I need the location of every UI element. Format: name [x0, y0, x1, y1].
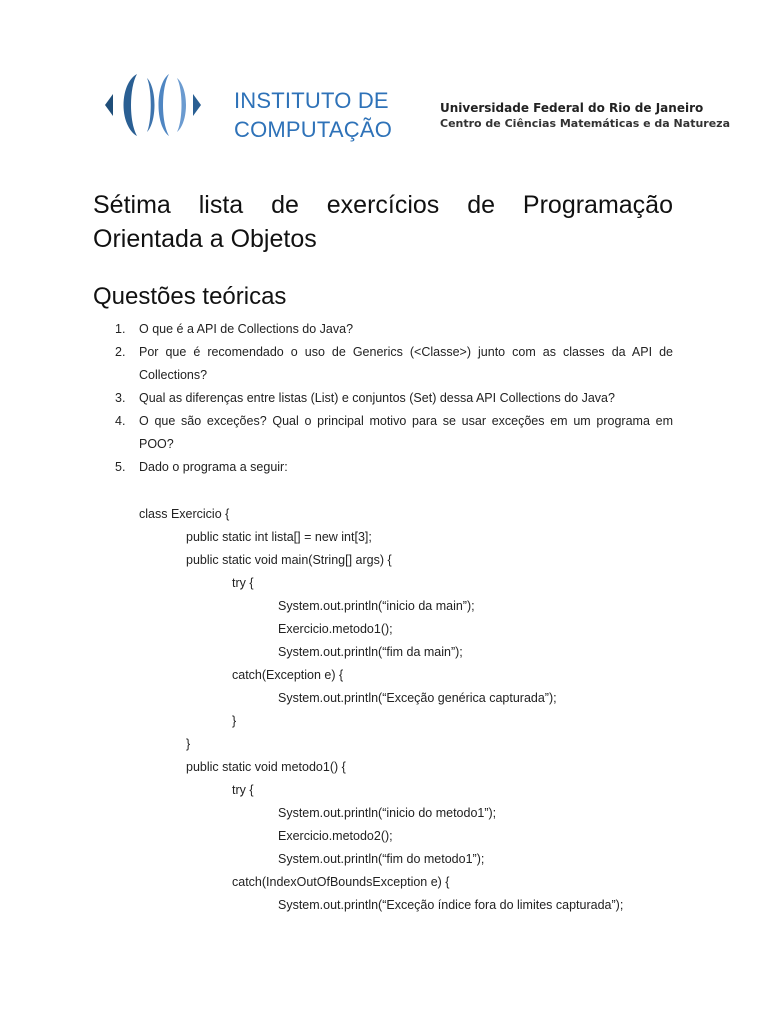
code-line: try {	[232, 783, 254, 797]
code-line: public static void main(String[] args) {	[186, 553, 392, 567]
section-title: Questões teóricas	[93, 283, 287, 310]
question-number: 1.	[115, 322, 126, 336]
code-line: try {	[232, 576, 254, 590]
code-line: System.out.println(“inicio do metodo1”);	[278, 806, 497, 820]
university-name: Universidade Federal do Rio de Janeiro	[440, 101, 704, 115]
question-number: 5.	[115, 460, 126, 474]
question-number: 2.	[115, 345, 126, 359]
code-line: System.out.println(“Exceção genérica capturada”);	[278, 691, 557, 705]
question-item	[93, 387, 673, 410]
question-text: Qual as diferenças entre listas (List) e conjuntos (Set) dessa API Collections do Java?	[139, 391, 615, 405]
center-name: Centro de Ciências Matemáticas e da Natureza	[440, 117, 730, 130]
question-item	[93, 318, 673, 341]
code-line: public static int lista[] = new int[3];	[186, 530, 372, 544]
code-line: Exercicio.metodo2();	[278, 829, 393, 843]
code-line: catch(Exception e) {	[232, 668, 344, 682]
document-title: Sétima lista de exercícios de Programação Orientada a Objetos	[93, 191, 673, 253]
question-number: 4.	[115, 414, 126, 428]
institute-name-line2: COMPUTAÇÃO	[234, 117, 393, 142]
code-line: }	[232, 714, 237, 728]
code-line: System.out.println(“Exceção índice fora do limites capturada”);	[278, 898, 624, 912]
institute-name-line1: INSTITUTO DE	[234, 88, 389, 113]
question-number: 3.	[115, 391, 126, 405]
question-item	[93, 341, 673, 387]
code-line: catch(IndexOutOfBoundsException e) {	[232, 875, 450, 889]
institute-logo-icon	[97, 70, 209, 140]
question-text: Por que é recomendado o uso de Generics (<Classe>) junto com as classes da API de Collections?	[139, 345, 673, 382]
question-item	[93, 456, 673, 479]
university-block	[440, 100, 730, 132]
question-text: O que é a API de Collections do Java?	[139, 322, 354, 336]
code-listing	[139, 503, 699, 917]
question-text: Dado o programa a seguir:	[139, 460, 288, 474]
document-header	[0, 0, 768, 160]
code-line: System.out.println(“fim da main”);	[278, 645, 463, 659]
code-line: System.out.println(“fim do metodo1”);	[278, 852, 485, 866]
question-item	[93, 410, 673, 456]
code-line: public static void metodo1() {	[186, 760, 346, 774]
code-line: }	[186, 737, 191, 751]
question-text: O que são exceções? Qual o principal motivo para se usar exceções em um programa em POO?	[139, 414, 673, 451]
code-line: class Exercicio {	[139, 507, 230, 521]
institute-name	[234, 86, 392, 144]
questions-list	[93, 318, 673, 479]
code-line: System.out.println(“inicio da main”);	[278, 599, 475, 613]
code-line: Exercicio.metodo1();	[278, 622, 393, 636]
